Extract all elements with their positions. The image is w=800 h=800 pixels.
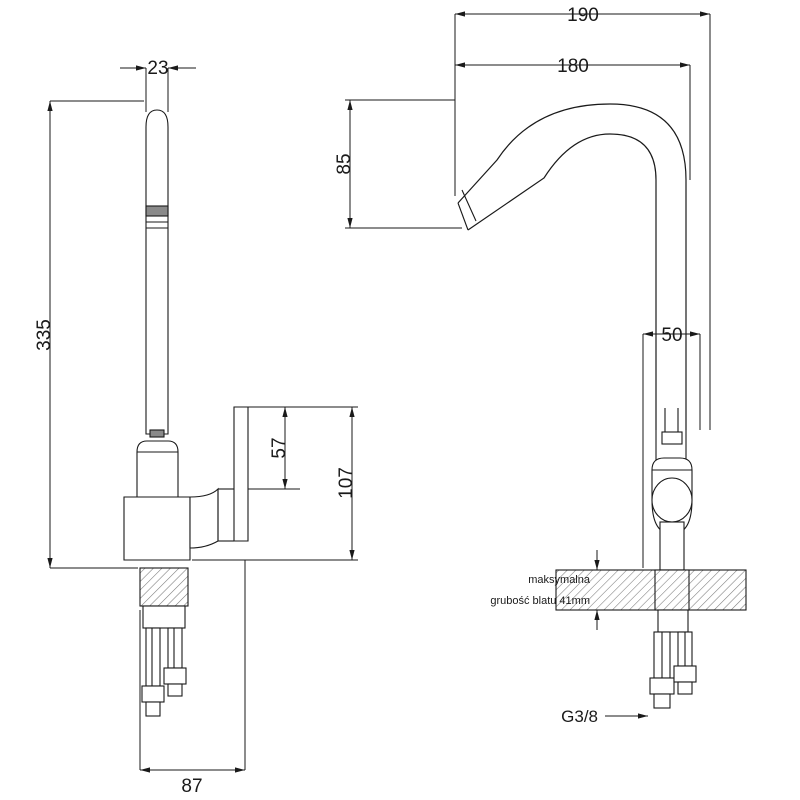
note-countertop-line2: grubość blatu 41mm — [490, 595, 590, 607]
side-view-dimensions — [345, 14, 710, 716]
dim-label-spout-reach: 180 — [557, 56, 589, 77]
front-view-geometry — [124, 110, 248, 716]
callout-thread-size: G3/8 — [561, 707, 598, 726]
dim-label-spout-width: 23 — [147, 58, 169, 79]
dim-label-body-depth: 50 — [661, 325, 683, 346]
front-view-dimensions — [50, 68, 358, 770]
dim-label-spout-outlet-height: 85 — [334, 153, 355, 175]
note-countertop-line1: maksymalna — [528, 574, 590, 586]
dim-label-base-height: 107 — [336, 467, 357, 499]
dim-label-max-reach: 190 — [567, 5, 599, 26]
side-view-geometry — [458, 104, 746, 708]
dim-label-total-height: 335 — [34, 319, 55, 351]
dimension-labels — [34, 5, 683, 797]
dim-label-handle-height: 57 — [269, 437, 290, 459]
dim-label-base-width: 87 — [181, 776, 203, 797]
